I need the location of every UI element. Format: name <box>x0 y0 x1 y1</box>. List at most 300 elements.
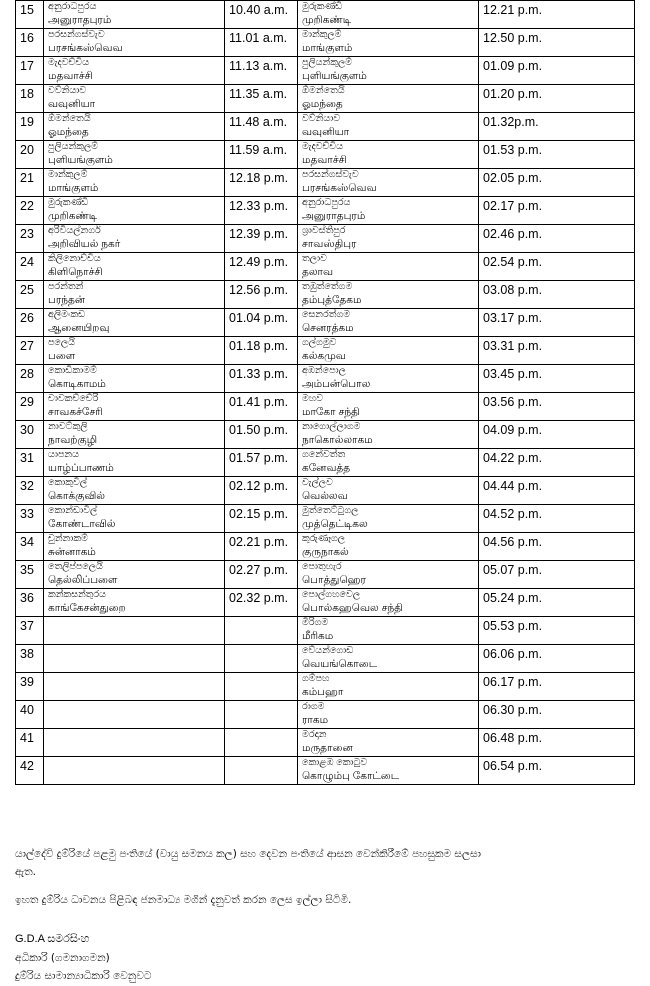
return-station-tamil: ராகம <box>302 713 329 726</box>
origin-station-tamil: கிளிநொச்சி <box>48 265 103 278</box>
return-station-sinhala: මුරුකණ්ඩි <box>302 1 343 12</box>
origin-station-sinhala: පරන්තන් <box>48 281 84 292</box>
return-station-tamil: அனுராதபுரம் <box>302 209 366 222</box>
row-number-cell <box>16 365 44 393</box>
origin-station-cell <box>44 141 225 169</box>
origin-station-cell <box>44 561 225 589</box>
return-station-sinhala: තඹුත්තේගම <box>302 281 353 292</box>
origin-station-cell <box>44 533 225 561</box>
return-time-cell <box>479 645 635 673</box>
return-time: 06.30 p.m. <box>483 703 543 717</box>
origin-station-cell <box>44 757 225 785</box>
origin-station-tamil: யாழ்ப்பாணம் <box>48 461 114 474</box>
return-station-sinhala: පොතුහැර <box>302 561 342 572</box>
departure-time-cell <box>225 85 298 113</box>
departure-time-cell <box>225 701 298 729</box>
row-number-cell <box>16 29 44 57</box>
origin-station-sinhala: කොන්ඩාවිල් <box>48 505 98 516</box>
row-number: 23 <box>20 227 34 241</box>
departure-time-cell <box>225 281 298 309</box>
row-number: 21 <box>20 171 34 185</box>
row-number-cell <box>16 505 44 533</box>
return-station-cell <box>298 253 479 281</box>
return-station-sinhala: පරසන්ගස්වැව <box>302 169 359 180</box>
origin-station-cell <box>44 113 225 141</box>
origin-station-tamil: நாவற்குழி <box>48 433 98 446</box>
row-number: 35 <box>20 563 34 577</box>
departure-time: 01.41 p.m. <box>229 395 289 409</box>
row-number: 40 <box>20 703 34 717</box>
departure-time: 11.01 a.m. <box>229 31 288 45</box>
row-number: 36 <box>20 591 34 605</box>
departure-time-cell <box>225 225 298 253</box>
table-row <box>16 533 635 561</box>
table-row <box>16 113 635 141</box>
table-row <box>16 421 635 449</box>
return-station-sinhala: වේයන්ගොඩ <box>302 645 354 656</box>
return-station-cell <box>298 449 479 477</box>
return-time: 01.09 p.m. <box>483 59 543 73</box>
departure-time: 11.13 a.m. <box>229 59 288 73</box>
return-time-cell <box>479 617 635 645</box>
row-number: 37 <box>20 619 34 633</box>
origin-station-tamil: பரந்தன் <box>48 293 85 306</box>
origin-station-tamil: ஓமந்தை <box>48 125 89 138</box>
return-station-cell <box>298 561 479 589</box>
table-row <box>16 477 635 505</box>
return-station-cell <box>298 337 479 365</box>
return-station-tamil: வெல்லவ <box>302 489 348 502</box>
origin-station-tamil: காங்கேசன்துறை <box>48 601 126 614</box>
row-number-cell <box>16 309 44 337</box>
return-time-cell <box>479 85 635 113</box>
return-time: 12.21 p.m. <box>483 3 543 17</box>
departure-time-cell <box>225 365 298 393</box>
origin-station-cell <box>44 589 225 617</box>
table-row <box>16 197 635 225</box>
return-station-tamil: அம்பன்பொல <box>302 377 371 390</box>
departure-time-cell <box>225 113 298 141</box>
departure-time: 12.33 p.m. <box>229 199 289 213</box>
departure-time-cell <box>225 645 298 673</box>
return-station-sinhala: ගම්පහ <box>302 673 330 684</box>
departure-time-cell <box>225 253 298 281</box>
row-number-cell <box>16 701 44 729</box>
return-time: 04.52 p.m. <box>483 507 543 521</box>
return-time-cell <box>479 1 635 29</box>
return-time: 03.31 p.m. <box>483 339 543 353</box>
row-number: 15 <box>20 3 34 17</box>
origin-station-sinhala: පුලියන්කුලම් <box>48 141 99 152</box>
return-time-cell <box>479 365 635 393</box>
row-number: 20 <box>20 143 34 157</box>
return-station-tamil: கனேவத்த <box>302 461 351 474</box>
row-number-cell <box>16 281 44 309</box>
origin-station-tamil: சாவகச்சேரி <box>48 405 103 418</box>
origin-station-sinhala: කොකුවිල් <box>48 477 88 488</box>
row-number-cell <box>16 57 44 85</box>
return-time: 12.50 p.m. <box>483 31 543 45</box>
signatory-name: G.D.A සමරසිංහ <box>15 933 90 945</box>
return-time: 06.17 p.m. <box>483 675 543 689</box>
origin-station-cell <box>44 477 225 505</box>
origin-station-sinhala: අරිවියල්නගර් <box>48 225 101 236</box>
return-station-sinhala: වව්නියාව <box>302 113 341 124</box>
row-number-cell <box>16 225 44 253</box>
return-time: 06.48 p.m. <box>483 731 543 745</box>
return-time: 01.20 p.m. <box>483 87 543 101</box>
return-station-cell <box>298 197 479 225</box>
return-station-sinhala: ගනේවත්ත <box>302 449 346 460</box>
return-station-tamil: நாகொல்லாகம <box>302 433 373 446</box>
departure-time-cell <box>225 477 298 505</box>
return-station-cell <box>298 169 479 197</box>
origin-station-tamil: மாங்குளம் <box>48 181 99 194</box>
table-row <box>16 57 635 85</box>
origin-station-cell <box>44 449 225 477</box>
origin-station-tamil: முறிகண்டி <box>48 209 98 222</box>
return-time-cell <box>479 141 635 169</box>
return-station-sinhala: කුරුණෑගල <box>302 533 346 544</box>
return-time-cell <box>479 337 635 365</box>
table-row <box>16 29 635 57</box>
departure-time-cell <box>225 29 298 57</box>
return-time: 04.22 p.m. <box>483 451 543 465</box>
origin-station-cell <box>44 281 225 309</box>
row-number: 18 <box>20 87 34 101</box>
origin-station-cell <box>44 365 225 393</box>
return-station-tamil: வெயங்கொடை <box>302 657 378 670</box>
origin-station-sinhala: නාවට්කුලි <box>48 421 88 432</box>
origin-station-sinhala: මුරුකණ්ඩි <box>48 197 89 208</box>
row-number-cell <box>16 561 44 589</box>
return-station-sinhala: තලාව <box>302 253 327 264</box>
departure-time-cell <box>225 617 298 645</box>
return-station-cell <box>298 57 479 85</box>
row-number: 38 <box>20 647 34 661</box>
return-station-tamil: மாங்குளம் <box>302 41 353 54</box>
origin-station-cell <box>44 225 225 253</box>
return-station-cell <box>298 729 479 757</box>
departure-time-cell <box>225 561 298 589</box>
departure-time-cell <box>225 169 298 197</box>
departure-time: 01.50 p.m. <box>229 423 289 437</box>
departure-time-cell <box>225 757 298 785</box>
origin-station-tamil: சுன்னாகம் <box>48 545 96 558</box>
return-station-cell <box>298 589 479 617</box>
origin-station-sinhala: මැදවච්චිය <box>48 57 90 68</box>
return-station-cell <box>298 421 479 449</box>
table-row <box>16 337 635 365</box>
media-request-note: ඉහත දුම්රිය ධාවනය පිළිබඳ ජනමාධ්‍ය මගින් දැනුවත් කරන ලෙස ඉල්ලා සිටිමි. <box>15 894 352 906</box>
return-station-tamil: முத்தெட்டிகல <box>302 517 368 530</box>
departure-time: 01.18 p.m. <box>229 339 289 353</box>
return-time: 03.08 p.m. <box>483 283 543 297</box>
table-row <box>16 1 635 29</box>
return-time: 04.09 p.m. <box>483 423 543 437</box>
origin-station-tamil: அறிவியல் நகர் <box>48 237 121 250</box>
departure-time-cell <box>225 673 298 701</box>
return-station-sinhala: රාගම <box>302 701 325 712</box>
departure-time: 02.27 p.m. <box>229 563 289 577</box>
row-number: 32 <box>20 479 34 493</box>
departure-time-cell <box>225 505 298 533</box>
row-number: 41 <box>20 731 34 745</box>
return-time: 06.06 p.m. <box>483 647 543 661</box>
return-time: 01.32p.m. <box>483 115 539 129</box>
return-station-sinhala: ගල්ගමුව <box>302 337 337 348</box>
seat-reservation-note: යාල්දේවි දුම්රියේ පළමු පංතියේ (වායු සමනය කල) සහ දෙවන පංතියේ ආසන වෙන්කිරීමේ පහසුකම සලසා <box>15 848 481 860</box>
row-number-cell <box>16 253 44 281</box>
departure-time: 10.40 a.m. <box>229 3 289 17</box>
departure-time: 12.49 p.m. <box>229 255 289 269</box>
return-station-cell <box>298 673 479 701</box>
return-time: 04.44 p.m. <box>483 479 543 493</box>
origin-station-cell <box>44 85 225 113</box>
return-time: 02.46 p.m. <box>483 227 543 241</box>
row-number-cell <box>16 757 44 785</box>
return-station-tamil: தலாவ <box>302 265 334 278</box>
return-time-cell <box>479 29 635 57</box>
table-row <box>16 701 635 729</box>
return-station-tamil: மதவாச்சி <box>302 153 347 166</box>
return-station-tamil: மருதானை <box>302 741 353 754</box>
return-time-cell <box>479 477 635 505</box>
return-station-tamil: பொல்கஹவெல சந்தி <box>302 601 403 614</box>
row-number-cell <box>16 421 44 449</box>
origin-station-cell <box>44 197 225 225</box>
row-number-cell <box>16 449 44 477</box>
departure-time-cell <box>225 197 298 225</box>
departure-time-cell <box>225 1 298 29</box>
return-time-cell <box>479 729 635 757</box>
departure-time-cell <box>225 141 298 169</box>
origin-station-cell <box>44 169 225 197</box>
origin-station-cell <box>44 617 225 645</box>
departure-time-cell <box>225 729 298 757</box>
train-schedule-table <box>15 0 635 785</box>
table-row <box>16 645 635 673</box>
origin-station-sinhala: ඕමන්තෙයි <box>48 113 91 124</box>
table-row <box>16 365 635 393</box>
return-time-cell <box>479 421 635 449</box>
departure-time-cell <box>225 309 298 337</box>
table-row <box>16 729 635 757</box>
return-time-cell <box>479 169 635 197</box>
origin-station-tamil: கொடிகாமம் <box>48 377 106 390</box>
return-time: 03.56 p.m. <box>483 395 543 409</box>
return-station-tamil: தம்புத்தேகம <box>302 293 362 306</box>
return-time-cell <box>479 533 635 561</box>
departure-time: 02.32 p.m. <box>229 591 289 605</box>
origin-station-sinhala: අලිමංකඩ <box>48 309 86 320</box>
return-time: 02.54 p.m. <box>483 255 543 269</box>
return-station-sinhala: මීරිගම <box>302 617 329 628</box>
row-number: 25 <box>20 283 34 297</box>
origin-station-sinhala: තෙලිප්පලෙයි <box>48 561 103 572</box>
row-number: 22 <box>20 199 34 213</box>
signatory-title: අධිකාරි (ගමනාගමන) <box>15 952 110 964</box>
departure-time-cell <box>225 533 298 561</box>
return-time-cell <box>479 57 635 85</box>
seat-reservation-note-cont: ඇත. <box>15 866 36 878</box>
departure-time: 02.15 p.m. <box>229 507 289 521</box>
return-station-sinhala: අඹන්පොල <box>302 365 346 376</box>
origin-station-sinhala: කිලිනොච්චිය <box>48 253 101 264</box>
return-time-cell <box>479 225 635 253</box>
return-station-cell <box>298 281 479 309</box>
departure-time-cell <box>225 337 298 365</box>
row-number: 17 <box>20 59 34 73</box>
origin-station-sinhala: චුන්නාකම් <box>48 533 88 544</box>
origin-station-cell <box>44 729 225 757</box>
return-station-sinhala: සෙනරත්ගම <box>302 309 351 320</box>
table-row <box>16 169 635 197</box>
departure-time: 12.39 p.m. <box>229 227 289 241</box>
origin-station-tamil: பளை <box>48 349 76 362</box>
departure-time: 12.18 p.m. <box>229 171 289 185</box>
departure-time: 12.56 p.m. <box>229 283 289 297</box>
departure-time-cell <box>225 589 298 617</box>
row-number: 26 <box>20 311 34 325</box>
row-number-cell <box>16 393 44 421</box>
return-station-cell <box>298 141 479 169</box>
return-station-sinhala: ශ්‍රාවස්තිපුර <box>302 225 346 236</box>
row-number-cell <box>16 729 44 757</box>
return-time: 01.53 p.m. <box>483 143 543 157</box>
return-station-tamil: மாகோ சந்தி <box>302 405 360 418</box>
table-row <box>16 281 635 309</box>
return-station-cell <box>298 645 479 673</box>
departure-time-cell <box>225 421 298 449</box>
row-number-cell <box>16 645 44 673</box>
origin-station-cell <box>44 309 225 337</box>
row-number-cell <box>16 673 44 701</box>
return-station-sinhala: පුලියන්කුලම් <box>302 57 353 68</box>
return-station-tamil: பொத்துஹெர <box>302 573 366 586</box>
origin-station-cell <box>44 1 225 29</box>
table-row <box>16 673 635 701</box>
table-row <box>16 617 635 645</box>
return-station-cell <box>298 477 479 505</box>
table-row <box>16 309 635 337</box>
return-time-cell <box>479 701 635 729</box>
return-time: 05.07 p.m. <box>483 563 543 577</box>
table-row <box>16 141 635 169</box>
row-number-cell <box>16 617 44 645</box>
return-time: 03.45 p.m. <box>483 367 543 381</box>
origin-station-tamil: கோண்டாவில் <box>48 517 116 530</box>
origin-station-sinhala: අනුරාධපුරය <box>48 1 97 12</box>
return-station-cell <box>298 533 479 561</box>
return-station-cell <box>298 113 479 141</box>
return-time-cell <box>479 309 635 337</box>
return-station-sinhala: අනුරාධපුරය <box>302 197 351 208</box>
table-row <box>16 561 635 589</box>
departure-time-cell <box>225 57 298 85</box>
return-time-cell <box>479 197 635 225</box>
origin-station-cell <box>44 673 225 701</box>
origin-station-sinhala: කොඩිකාමම් <box>48 365 97 376</box>
row-number: 34 <box>20 535 34 549</box>
return-station-tamil: புளியங்குளம் <box>302 69 367 82</box>
table-row <box>16 85 635 113</box>
return-station-sinhala: ඕමන්තෙයි <box>302 85 345 96</box>
departure-time: 11.59 a.m. <box>229 143 288 157</box>
origin-station-tamil: மதவாச்சி <box>48 69 93 82</box>
table-row <box>16 505 635 533</box>
departure-time: 02.12 p.m. <box>229 479 289 493</box>
return-station-cell <box>298 225 479 253</box>
return-time-cell <box>479 561 635 589</box>
row-number-cell <box>16 85 44 113</box>
return-station-tamil: குருநாகல் <box>302 545 349 558</box>
row-number-cell <box>16 197 44 225</box>
row-number: 39 <box>20 675 34 689</box>
return-time: 04.56 p.m. <box>483 535 543 549</box>
row-number: 19 <box>20 115 34 129</box>
table-row <box>16 253 635 281</box>
origin-station-cell <box>44 393 225 421</box>
return-station-tamil: பரசங்கஸ்வெவ <box>302 181 377 194</box>
row-number: 28 <box>20 367 34 381</box>
departure-time: 11.48 a.m. <box>229 115 288 129</box>
origin-station-tamil: தெல்லிப்பளை <box>48 573 118 586</box>
return-station-sinhala: වැල්ලව <box>302 477 333 488</box>
return-station-cell <box>298 701 479 729</box>
return-station-cell <box>298 617 479 645</box>
return-time: 03.17 p.m. <box>483 311 543 325</box>
row-number: 27 <box>20 339 34 353</box>
return-station-cell <box>298 85 479 113</box>
origin-station-cell <box>44 29 225 57</box>
return-time-cell <box>479 673 635 701</box>
table-row <box>16 449 635 477</box>
departure-time: 11.35 a.m. <box>229 87 288 101</box>
departure-time: 01.33 p.m. <box>229 367 289 381</box>
return-station-tamil: முறிகண்டி <box>302 13 352 26</box>
row-number-cell <box>16 337 44 365</box>
signatory-on-behalf: දුම්රිය සාමාන්‍යාධිකාරි වෙනුවට <box>15 970 152 982</box>
row-number-cell <box>16 589 44 617</box>
origin-station-tamil: வவுனியா <box>48 97 96 110</box>
return-time: 02.05 p.m. <box>483 171 543 185</box>
table-row <box>16 393 635 421</box>
origin-station-cell <box>44 57 225 85</box>
departure-time-cell <box>225 393 298 421</box>
origin-station-sinhala: මාන්කුලම් <box>48 169 88 180</box>
row-number: 31 <box>20 451 34 465</box>
row-number-cell <box>16 533 44 561</box>
origin-station-cell <box>44 337 225 365</box>
return-station-tamil: சாவஸ்திபுர <box>302 237 357 250</box>
return-time-cell <box>479 505 635 533</box>
return-station-cell <box>298 1 479 29</box>
return-station-tamil: ஓமந்தை <box>302 97 343 110</box>
return-time-cell <box>479 281 635 309</box>
return-time-cell <box>479 253 635 281</box>
row-number: 16 <box>20 31 34 45</box>
departure-time: 01.04 p.m. <box>229 311 289 325</box>
return-station-sinhala: මාන්කුලම් <box>302 29 342 40</box>
return-time-cell <box>479 757 635 785</box>
return-time-cell <box>479 449 635 477</box>
return-station-tamil: கம்பஹா <box>302 685 344 698</box>
origin-station-sinhala: වව්නියාව <box>48 85 87 96</box>
return-station-sinhala: මහව <box>302 393 324 404</box>
schedule-body <box>16 1 635 785</box>
row-number-cell <box>16 477 44 505</box>
